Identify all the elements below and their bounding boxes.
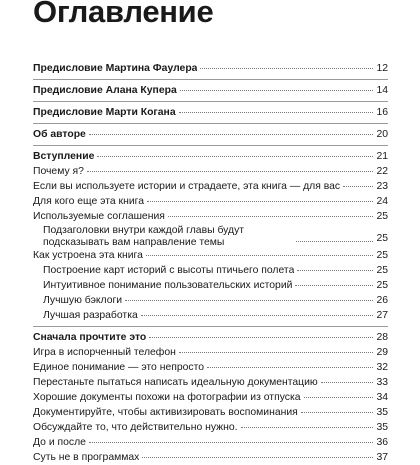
dot-leader xyxy=(141,315,374,316)
dot-leader xyxy=(89,442,373,443)
dot-leader xyxy=(304,397,374,398)
page-title: Оглавление xyxy=(33,0,214,29)
dot-leader xyxy=(97,156,373,157)
dot-leader xyxy=(87,171,373,172)
toc-page-number: 24 xyxy=(376,196,388,207)
toc-entry[interactable] xyxy=(33,179,388,194)
toc-entry-title: Лучшую бэклоги xyxy=(43,295,123,306)
toc-entry-title: Если вы используете истории и страдаете, эта книга — для вас xyxy=(33,181,341,192)
toc-page-number: 25 xyxy=(376,265,388,276)
dot-leader xyxy=(207,367,373,368)
toc-entry[interactable] xyxy=(33,194,388,209)
toc-page-number: 22 xyxy=(376,166,388,177)
section-divider xyxy=(33,79,388,80)
toc-entry-title: Игра в испорченный телефон xyxy=(33,347,176,358)
toc-entry-title: Единое понимание — это непросто xyxy=(33,362,205,373)
toc-chapter-entry[interactable] xyxy=(33,149,388,164)
toc-entry[interactable] xyxy=(33,450,388,465)
toc-entry-title: Построение карт историй с высоты птичьего полета xyxy=(43,265,295,276)
toc-entry[interactable] xyxy=(33,209,388,224)
toc-entry[interactable] xyxy=(33,405,388,420)
dot-leader xyxy=(180,90,374,91)
toc-page-number: 34 xyxy=(376,392,388,403)
dot-leader xyxy=(168,216,374,217)
toc-page-number: 20 xyxy=(376,129,388,140)
toc-entry[interactable] xyxy=(33,420,388,435)
toc-entry-title: Вступление xyxy=(33,151,95,162)
section-divider xyxy=(33,101,388,102)
dot-leader xyxy=(200,68,373,69)
toc-entry-title: Документируйте, чтобы активизировать воспоминания xyxy=(33,407,298,418)
toc-page-number: 23 xyxy=(376,181,388,192)
toc-page-number: 25 xyxy=(376,280,388,291)
toc-entry[interactable] xyxy=(33,263,388,278)
toc-entry[interactable] xyxy=(33,293,388,308)
toc-chapter-entry[interactable] xyxy=(33,61,388,76)
toc-entry-title: Интуитивное понимание пользовательских историй xyxy=(43,280,293,291)
toc-page-number: 35 xyxy=(376,407,388,418)
table-of-contents xyxy=(33,61,388,465)
toc-page-number: 25 xyxy=(376,250,388,261)
toc-entry[interactable] xyxy=(33,435,388,450)
toc-page-number: 36 xyxy=(376,437,388,448)
toc-entry-title: Подзаголовки внутри каждой главы будут подсказывать вам направление темы xyxy=(43,225,245,248)
toc-entry-title: Предисловие Марти Когана xyxy=(33,107,176,118)
toc-entry[interactable] xyxy=(33,345,388,360)
dot-leader xyxy=(301,412,374,413)
toc-chapter-entry[interactable] xyxy=(33,330,388,345)
toc-page-number: 33 xyxy=(376,377,388,388)
dot-leader xyxy=(146,255,374,256)
toc-entry-title: Лучшая разработка xyxy=(43,310,138,321)
toc-entry[interactable] xyxy=(33,224,388,248)
toc-entry-title: Перестаньте пытаться написать идеальную документацию xyxy=(33,377,318,388)
toc-entry-title: Хорошие документы похожи на фотографии из отпуска xyxy=(33,392,301,403)
dot-leader xyxy=(295,285,373,286)
toc-page-number: 29 xyxy=(376,347,388,358)
dot-leader xyxy=(179,112,374,113)
toc-entry-title: Суть не в программах xyxy=(33,452,140,463)
toc-entry[interactable] xyxy=(33,164,388,179)
toc-entry-title: До и после xyxy=(33,437,86,448)
toc-page-number: 32 xyxy=(376,362,388,373)
toc-entry-title: Сначала прочтите это xyxy=(33,332,147,343)
toc-chapter-entry[interactable] xyxy=(33,83,388,98)
dot-leader xyxy=(296,241,373,242)
toc-chapter-entry[interactable] xyxy=(33,105,388,120)
toc-entry-title: Используемые соглашения xyxy=(33,211,165,222)
toc-chapter-entry[interactable] xyxy=(33,127,388,142)
toc-entry-title: Для кого еще эта книга xyxy=(33,196,144,207)
toc-entry-title: Как устроена эта книга xyxy=(33,250,143,261)
toc-page-number: 14 xyxy=(376,85,388,96)
dot-leader xyxy=(241,427,374,428)
dot-leader xyxy=(89,134,374,135)
toc-entry[interactable] xyxy=(33,308,388,323)
toc-entry-title: Обсуждайте то, что действительно нужно. xyxy=(33,422,238,433)
toc-page-number: 12 xyxy=(376,63,388,74)
dot-leader xyxy=(297,270,373,271)
dot-leader xyxy=(321,382,374,383)
toc-entry[interactable] xyxy=(33,248,388,263)
section-divider xyxy=(33,145,388,146)
toc-entry-title: Предисловие Алана Купера xyxy=(33,85,177,96)
toc-page-number: 25 xyxy=(376,211,388,222)
toc-page-number: 35 xyxy=(376,422,388,433)
dot-leader xyxy=(147,201,373,202)
dot-leader xyxy=(179,352,374,353)
toc-entry-title: Об авторе xyxy=(33,129,86,140)
toc-page-number: 16 xyxy=(376,107,388,118)
dot-leader xyxy=(142,457,373,458)
toc-entry[interactable] xyxy=(33,390,388,405)
section-divider xyxy=(33,123,388,124)
toc-entry[interactable] xyxy=(33,278,388,293)
dot-leader xyxy=(149,337,373,338)
toc-entry-title: Почему я? xyxy=(33,166,84,177)
toc-entry-title: Предисловие Мартина Фаулера xyxy=(33,63,198,74)
toc-page-number: 26 xyxy=(376,295,388,306)
toc-entry[interactable] xyxy=(33,360,388,375)
toc-page-number: 21 xyxy=(376,151,388,162)
toc-page-number: 27 xyxy=(376,310,388,321)
toc-page-number: 28 xyxy=(376,332,388,343)
section-divider xyxy=(33,326,388,327)
toc-page-number: 25 xyxy=(376,233,388,244)
dot-leader xyxy=(343,186,373,187)
toc-entry[interactable] xyxy=(33,375,388,390)
dot-leader xyxy=(125,300,373,301)
toc-page-number: 37 xyxy=(376,452,388,463)
